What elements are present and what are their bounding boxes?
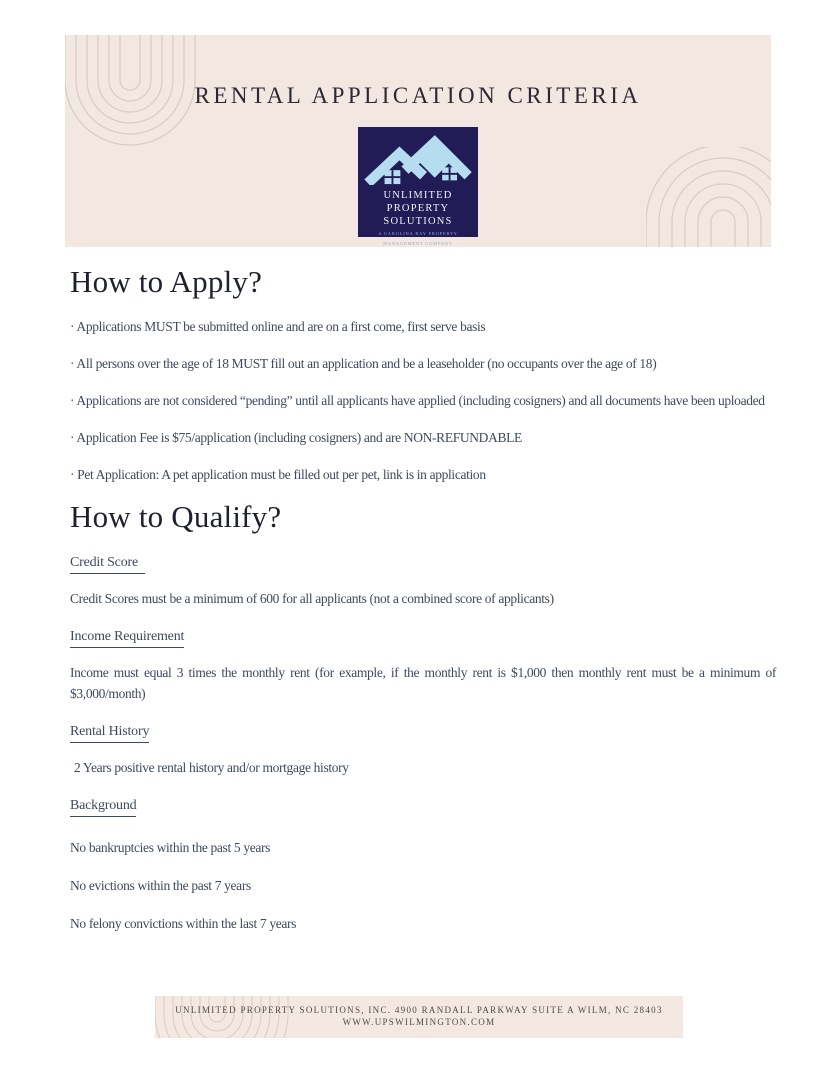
income-requirement-text: Income must equal 3 times the monthly rent (for example, if the monthly rent is $1,000 then monthly rent must be a minimum of $3,000/month) (70, 665, 776, 701)
income-requirement-label-row (70, 627, 776, 648)
document-title: RENTAL APPLICATION CRITERIA (194, 83, 642, 108)
header-band (65, 35, 771, 247)
apply-bullet: · Applications MUST be submitted online and are on a first come, first serve basis (70, 319, 486, 334)
credit-score-label-row (70, 553, 776, 574)
logo-name-line: SOLUTIONS (383, 215, 453, 227)
logo-name-line: UNLIMITED (383, 190, 453, 201)
logo-name-line: PROPERTY (386, 202, 450, 214)
arch-lines-decoration-top-left (65, 35, 265, 185)
rental-history-label: Rental History (70, 722, 149, 743)
background-line: No evictions within the past 7 years (70, 878, 251, 893)
how-to-apply-heading: How to Apply? (70, 264, 263, 299)
footer-address: UNLIMITED PROPERTY SOLUTIONS, INC. 4900 RANDALL PARKWAY SUITE A WILM, NC 28403 (175, 1005, 663, 1015)
rental-history-label-row (70, 722, 776, 743)
logo-tagline-line: A CAROLINA BAY PROPERTY (378, 231, 458, 237)
credit-score-label: Credit Score (70, 553, 145, 574)
background-line: No felony convictions within the last 7 years (70, 916, 297, 931)
footer-website: WWW.UPSWILMINGTON.COM (342, 1017, 496, 1027)
how-to-qualify-heading: How to Qualify? (70, 499, 282, 534)
logo-tagline-line: MANAGEMENT COMPANY (382, 241, 454, 247)
apply-bullet: · Applications are not considered “pending” until all applicants have applied (including cosigners) and all documents have been uploaded (70, 393, 765, 408)
background-label: Background (70, 796, 136, 817)
footer-band (155, 996, 683, 1038)
credit-score-text: Credit Scores must be a minimum of 600 for all applicants (not a combined score of applicants) (70, 591, 554, 606)
apply-bullet: · Application Fee is $75/application (including cosigners) and are NON-REFUNDABLE (70, 430, 522, 445)
apply-bullet-list (70, 316, 776, 485)
apply-bullet: · Pet Application: A pet application must be filled out per pet, link is in application (70, 467, 486, 482)
background-label-row (70, 796, 776, 817)
house-roof-icon (361, 133, 475, 185)
main-content (70, 260, 776, 934)
apply-bullet: · All persons over the age of 18 MUST fill out an application and be a leaseholder (no occupants over the age of 18) (70, 356, 657, 371)
arch-lines-decoration-bottom-right (646, 147, 771, 247)
rental-history-text: 2 Years positive rental history and/or mortgage history (74, 760, 349, 775)
income-requirement-label: Income Requirement (70, 627, 184, 648)
company-logo (358, 127, 478, 247)
background-line: No bankruptcies within the past 5 years (70, 840, 271, 855)
